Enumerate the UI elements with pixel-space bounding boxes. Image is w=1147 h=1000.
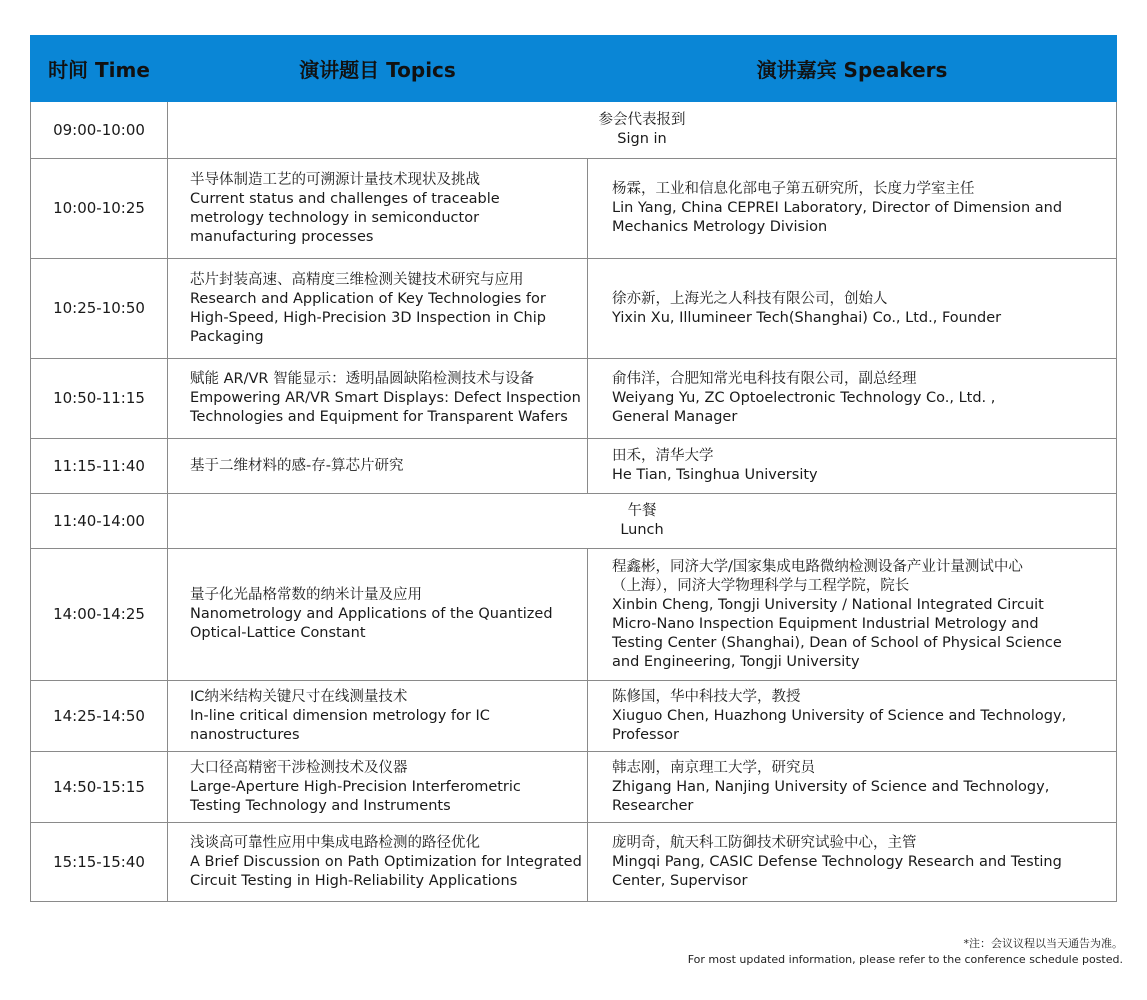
topic-line: Optical-Lattice Constant [190, 625, 366, 641]
agenda-row [31, 159, 1117, 259]
speaker-line: Weiyang Yu, ZC Optoelectronic Technology Co., Ltd. , [612, 390, 996, 406]
speaker-line: 陈修国，华中科技大学，教授 [612, 688, 801, 705]
agenda-row [31, 823, 1117, 902]
speaker-cell [588, 752, 1117, 823]
topic-line: 芯片封装高速、高精度三维检测关键技术研究与应用 [190, 271, 524, 288]
topic-line: Circuit Testing in High-Reliability Applications [190, 872, 518, 889]
topic-line: manufacturing processes [190, 228, 374, 245]
header-topics: 演讲题目 Topics [168, 36, 588, 102]
topic-line: nanostructures [190, 726, 300, 743]
time-cell: 15:15-15:40 [31, 823, 168, 902]
topic-line: In-line critical dimension metrology for IC [190, 707, 490, 724]
speaker-line: 杨霖，工业和信息化部电子第五研究所，长度力学室主任 [612, 181, 975, 197]
speaker-line: （上海），同济大学物理科学与工程学院，院长 [612, 577, 910, 594]
topic-line: 大口径高精密干涉检测技术及仪器 [190, 759, 408, 776]
speaker-line: Mingqi Pang, CASIC Defense Technology Research and Testing [612, 853, 1062, 870]
agenda-row [31, 494, 1117, 549]
speaker-line: 徐亦新，上海光之人科技有限公司，创始人 [612, 290, 888, 307]
topic-line: 半导体制造工艺的可溯源计量技术现状及挑战 [190, 171, 480, 188]
topic-cell [168, 681, 588, 752]
speaker-line: Xiuguo Chen, Huazhong University of Science and Technology, [612, 707, 1067, 724]
topic-line: High-Speed, High-Precision 3D Inspection in Chip [190, 309, 546, 326]
speaker-cell [588, 549, 1117, 681]
speaker-line: Lin Yang, China CEPREI Laboratory, Director of Dimension and [612, 200, 1063, 216]
session-break-line: Sign in [617, 131, 667, 147]
speaker-cell [588, 681, 1117, 752]
agenda-table [30, 35, 1117, 902]
speaker-cell [588, 159, 1117, 259]
time-cell: 10:50-11:15 [31, 359, 168, 439]
agenda-row [31, 752, 1117, 823]
speaker-cell [588, 259, 1117, 359]
speaker-line: 田禾，清华大学 [612, 448, 714, 464]
topic-cell [168, 359, 588, 439]
topic-cell [168, 259, 588, 359]
topic-cell [168, 549, 588, 681]
topic-line: Empowering AR/VR Smart Displays: Defect Inspection [190, 390, 581, 406]
agenda-row [31, 359, 1117, 439]
footnote-en: For most updated information, please refer to the conference schedule posted. [687, 953, 1123, 966]
header-speakers: 演讲嘉宾 Speakers [588, 36, 1117, 102]
footnote-zh: *注：会议议程以当天通告为准。 [963, 937, 1123, 950]
time-cell: 11:15-11:40 [31, 439, 168, 494]
topic-cell [168, 752, 588, 823]
speaker-line: Mechanics Metrology Division [612, 219, 828, 235]
time-cell: 14:50-15:15 [31, 752, 168, 823]
time-cell: 10:25-10:50 [31, 259, 168, 359]
time-cell: 14:25-14:50 [31, 681, 168, 752]
header-row [31, 36, 1117, 102]
speaker-line: He Tian, Tsinghua University [612, 467, 818, 483]
topic-line: A Brief Discussion on Path Optimization for Integrated [190, 853, 582, 870]
speaker-line: 俞伟洋，合肥知常光电科技有限公司，副总经理 [612, 371, 917, 387]
session-break-line: 参会代表报到 [598, 112, 686, 128]
time-cell: 11:40-14:00 [31, 494, 168, 549]
topic-line: Current status and challenges of traceable [190, 190, 500, 207]
speaker-line: Zhigang Han, Nanjing University of Science and Technology, [612, 778, 1050, 795]
topic-line: 浅谈高可靠性应用中集成电路检测的路径优化 [190, 834, 480, 851]
topic-line: Large-Aperture High-Precision Interferometric [190, 778, 521, 795]
agenda-row [31, 259, 1117, 359]
agenda-row [31, 681, 1117, 752]
speaker-line: Micro-Nano Inspection Equipment Industrial Metrology and [612, 615, 1039, 632]
session-break-line: 午餐 [627, 503, 657, 519]
session-break-line: Lunch [620, 522, 664, 538]
speaker-line: Researcher [612, 797, 694, 814]
agenda-row [31, 102, 1117, 159]
speaker-line: 程鑫彬，同济大学/国家集成电路微纳检测设备产业计量测试中心 [612, 558, 1023, 575]
speaker-line: Professor [612, 726, 679, 743]
topic-cell [168, 159, 588, 259]
topic-line: Nanometrology and Applications of the Quantized [190, 606, 553, 622]
topic-cell [168, 439, 588, 494]
topic-line: Technologies and Equipment for Transparent Wafers [190, 409, 568, 425]
speaker-cell [588, 823, 1117, 902]
time-cell: 09:00-10:00 [31, 102, 168, 159]
topic-line: metrology technology in semiconductor [190, 209, 480, 226]
topic-line: 量子化光晶格常数的纳米计量及应用 [190, 587, 422, 603]
agenda-body [31, 102, 1117, 902]
speaker-line: 韩志刚，南京理工大学，研究员 [612, 759, 815, 776]
speaker-line: Yixin Xu, Illumineer Tech(Shanghai) Co., Ltd., Founder [612, 309, 1002, 326]
topic-line: Packaging [190, 328, 264, 345]
speaker-line: Center, Supervisor [612, 872, 748, 889]
topic-line: IC纳米结构关键尺寸在线测量技术 [190, 688, 408, 705]
agenda-row [31, 549, 1117, 681]
speaker-cell [588, 439, 1117, 494]
speaker-line: Xinbin Cheng, Tongji University / National Integrated Circuit [612, 596, 1044, 613]
speaker-cell [588, 359, 1117, 439]
time-cell: 10:00-10:25 [31, 159, 168, 259]
agenda-row [31, 439, 1117, 494]
speaker-line: 庞明奇，航天科工防御技术研究试验中心，主管 [612, 834, 917, 851]
time-cell: 14:00-14:25 [31, 549, 168, 681]
topic-line: Research and Application of Key Technologies for [190, 290, 546, 307]
session-break-cell [168, 102, 1117, 159]
topic-line: 基于二维材料的感-存-算芯片研究 [190, 457, 404, 474]
topic-cell [168, 823, 588, 902]
topic-line: 赋能 AR/VR 智能显示：透明晶圆缺陷检测技术与设备 [190, 371, 535, 387]
speaker-line: Testing Center (Shanghai), Dean of School of Physical Science [612, 634, 1062, 651]
session-break-cell [168, 494, 1117, 549]
topic-line: Testing Technology and Instruments [190, 797, 451, 814]
speaker-line: and Engineering, Tongji University [612, 653, 860, 670]
header-time: 时间 Time [31, 36, 168, 102]
speaker-line: General Manager [612, 409, 738, 425]
